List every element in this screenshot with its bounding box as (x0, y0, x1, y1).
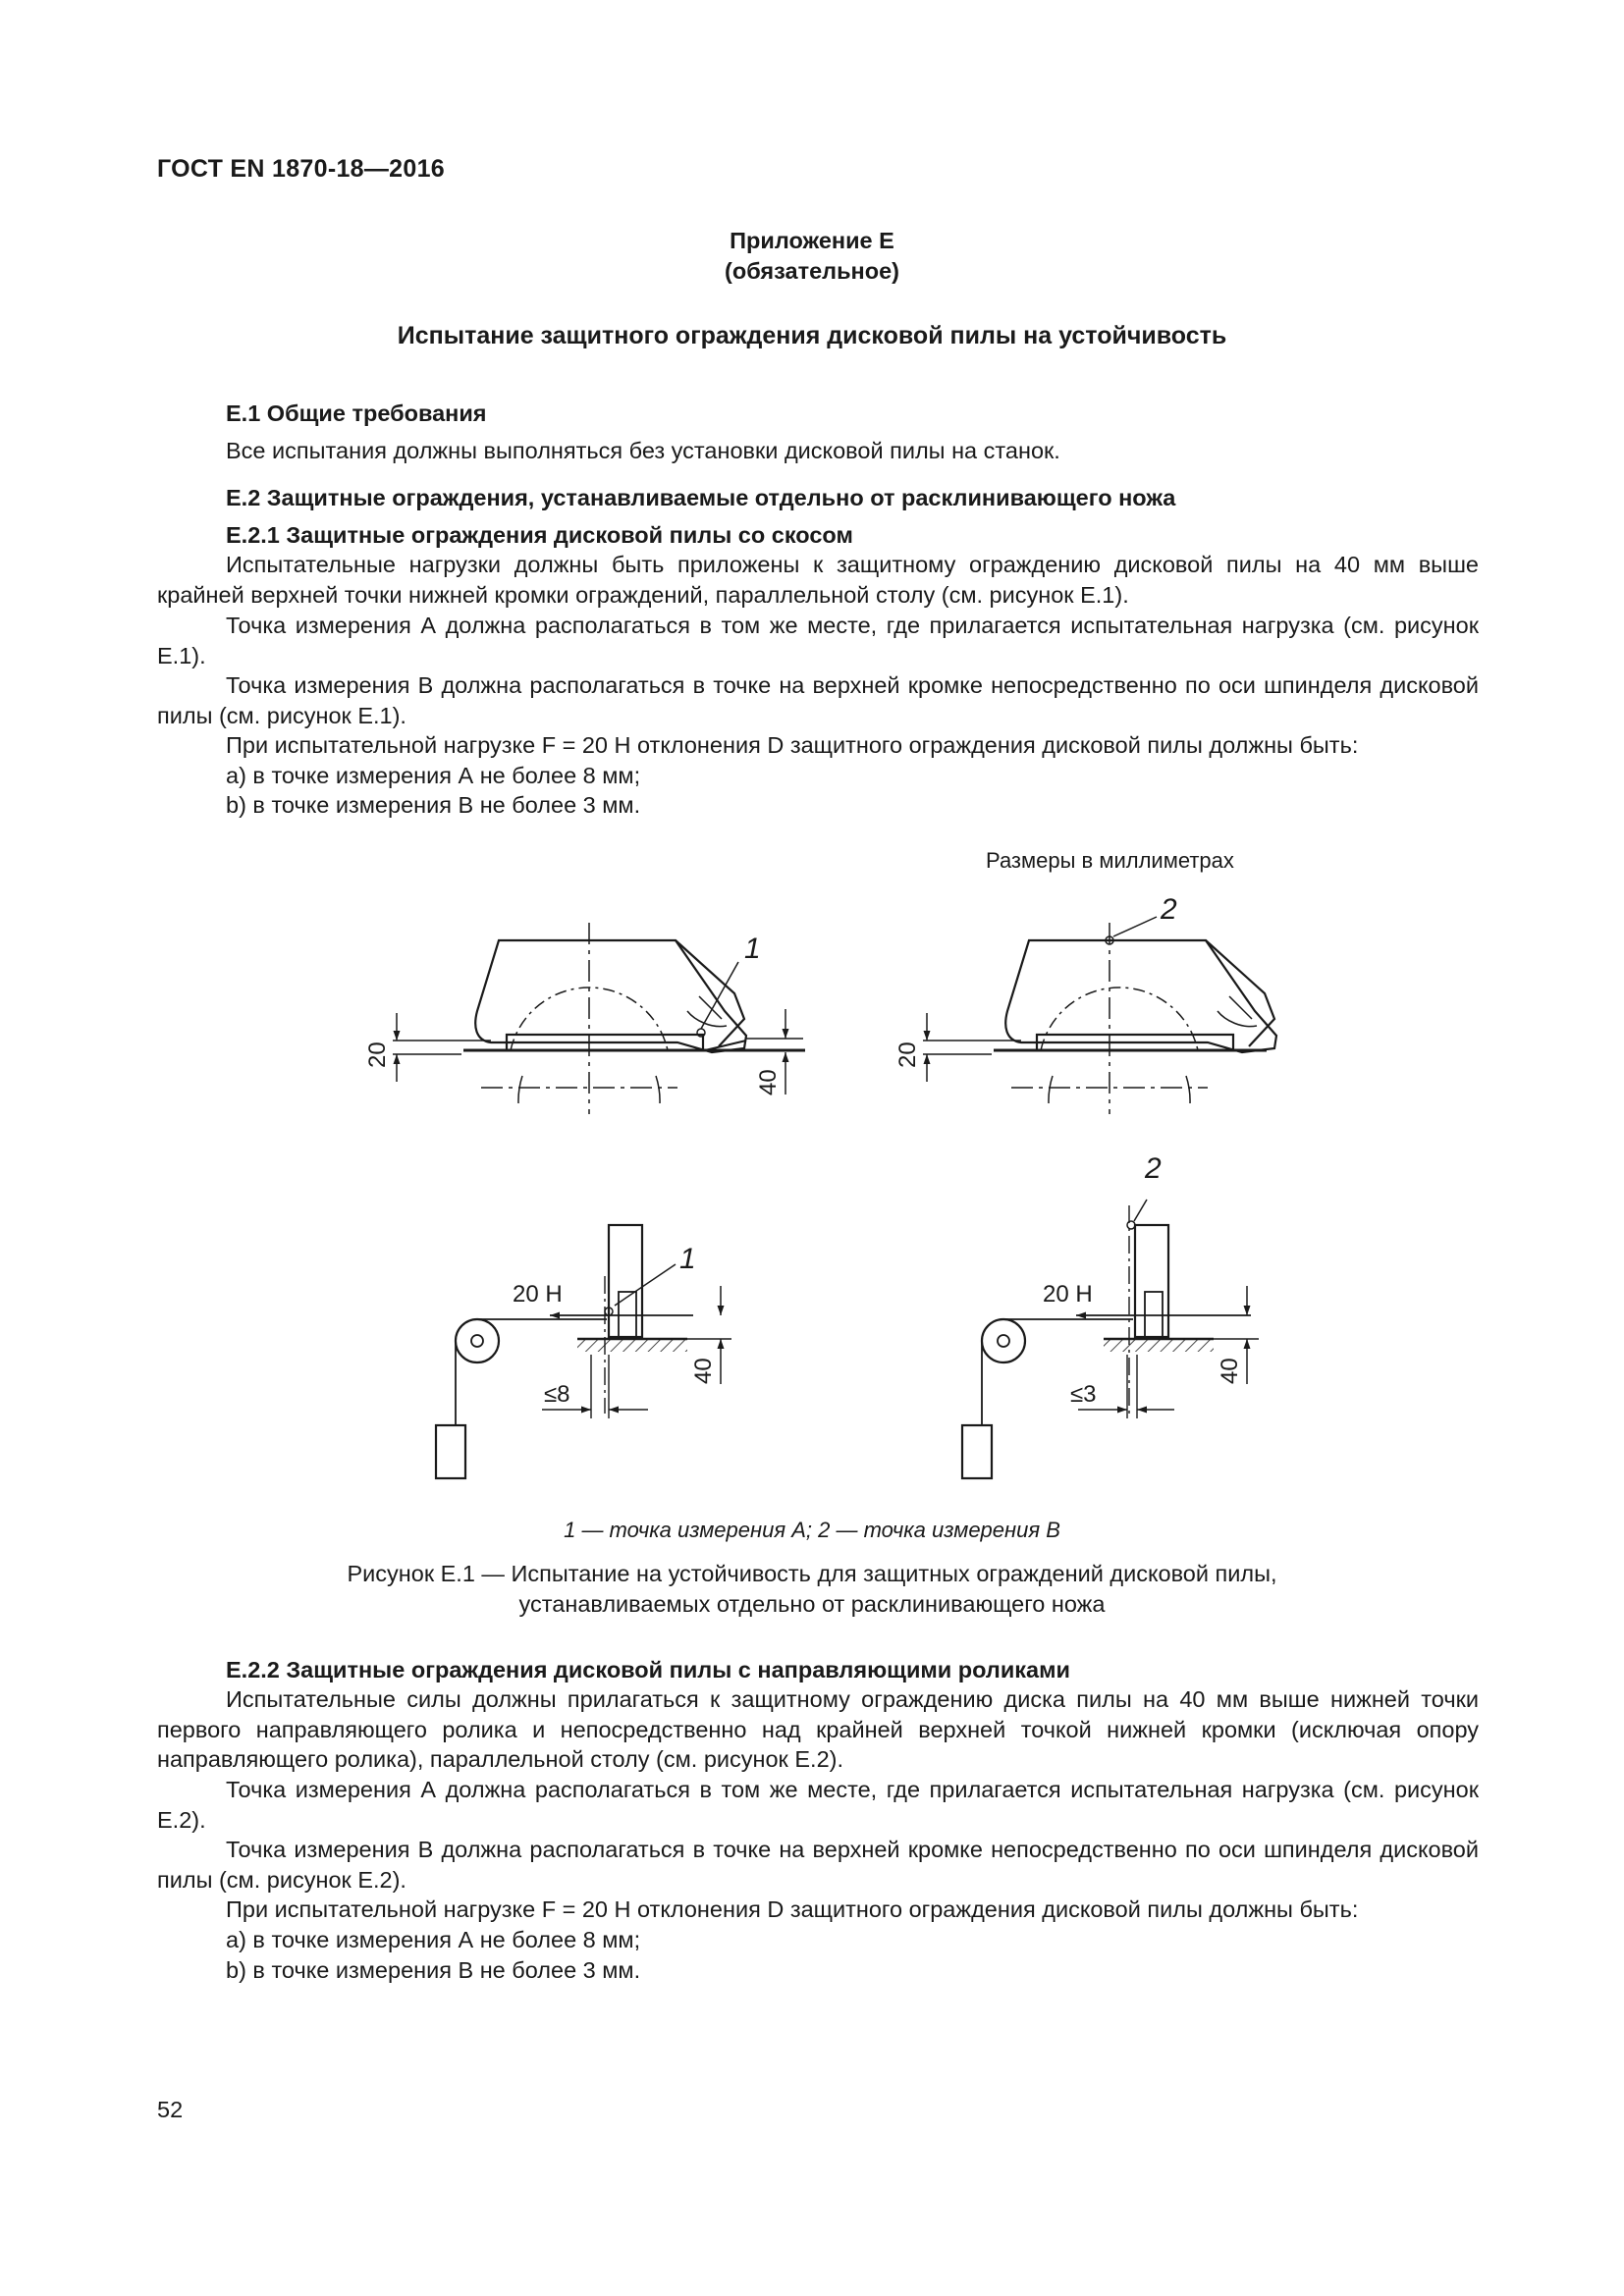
dim-20-a: 20 (364, 1041, 391, 1068)
dim-40-rig-a: 40 (690, 1358, 717, 1384)
figure-caption-line-1: Рисунок Е.1 — Испытание на устойчивость для защитных ограждений дисковой пилы, (347, 1561, 1277, 1586)
section-e22-title: Е.2.2 Защитные ограждения дисковой пилы с направляющими роликами (226, 1657, 1070, 1682)
figure-legend: 1 — точка измерения А; 2 — точка измерения В (564, 1518, 1060, 1542)
point-label-2: 2 (1161, 893, 1177, 926)
section-e21-paragraph-1: Испытательные нагрузки должны быть приложены к защитному ограждению дисковой пилы на 40 мм выше крайней верхней точки нижней кромки ограждений, параллельной столу (см. рисунок Е.1). (157, 552, 1479, 608)
section-e21-item-a: а) в точке измерения А не более 8 мм; (226, 763, 641, 788)
dim-20-b: 20 (894, 1041, 921, 1068)
dim-40-rig-b: 40 (1217, 1358, 1243, 1384)
deviation-label-a: ≤8 (544, 1381, 570, 1408)
section-e22-item-b: b) в точке измерения В не более 3 мм. (226, 1957, 641, 1983)
section-e22-paragraph-3: Точка измерения В должна располагаться в точке на верхней кромке непосредственно по оси шпинделя дисковой пилы (см. рисунок Е.2). (157, 1837, 1479, 1893)
section-e22-paragraph-2: Точка измерения А должна располагаться в том же месте, где прилагается испытательная нагрузка (см. рисунок Е.2). (157, 1777, 1479, 1833)
appendix-status: (обязательное) (725, 258, 899, 284)
section-e22-item-a: а) в точке измерения А не более 8 мм; (226, 1927, 641, 1952)
section-e2-title: Е.2 Защитные ограждения, устанавливаемые отдельно от расклинивающего ножа (226, 485, 1176, 510)
section-e21-title: Е.2.1 Защитные ограждения дисковой пилы со скосом (226, 522, 853, 548)
test-rig-b (962, 1200, 1259, 1478)
section-e21-paragraph-4: При испытательной нагрузке F = 20 Н отклонения D защитного ограждения дисковой пилы должны быть: (226, 732, 1359, 758)
page-number: 52 (157, 2097, 184, 2122)
document-id: ГОСТ EN 1870-18—2016 (157, 155, 445, 183)
point-label-1-rig: 1 (679, 1243, 696, 1275)
section-e1-title: Е.1 Общие требования (226, 400, 487, 426)
force-label-a: 20 Н (513, 1281, 563, 1308)
deviation-label-b: ≤3 (1070, 1381, 1097, 1408)
guard-view-b (923, 917, 1276, 1114)
dimensions-note: Размеры в миллиметрах (986, 848, 1234, 873)
point-label-2-rig: 2 (1145, 1152, 1162, 1185)
force-label-b: 20 Н (1043, 1281, 1093, 1308)
appendix-heading: Испытание защитного ограждения дисковой пилы на устойчивость (397, 322, 1227, 349)
section-e22-paragraph-1: Испытательные силы должны прилагаться к защитному ограждению диска пилы на 40 мм выше нижней точки первого направляющего ролика и непосредственно над крайней верхней точкой нижней кромки (исключая опору направляющего ролика), параллельной столу (см. рисунок Е.2). (157, 1686, 1479, 1772)
section-e1-text: Все испытания должны выполняться без установки дисковой пилы на станок. (226, 438, 1060, 463)
section-e22-paragraph-4: При испытательной нагрузке F = 20 Н отклонения D защитного ограждения дисковой пилы должны быть: (226, 1896, 1359, 1922)
section-e21-paragraph-3: Точка измерения В должна располагаться в точке на верхней кромке непосредственно по оси шпинделя дисковой пилы (см. рисунок Е.1). (157, 672, 1479, 728)
section-e21-item-b: b) в точке измерения В не более 3 мм. (226, 792, 641, 818)
appendix-title: Приложение Е (730, 228, 894, 253)
figure-caption-line-2: устанавливаемых отдельно от расклинивающего ножа (518, 1591, 1106, 1617)
section-e21-paragraph-2: Точка измерения А должна располагаться в том же месте, где прилагается испытательная нагрузка (см. рисунок Е.1). (157, 613, 1479, 668)
point-label-1: 1 (744, 933, 761, 965)
dim-40-a: 40 (755, 1069, 782, 1095)
guard-view-a (393, 923, 805, 1114)
